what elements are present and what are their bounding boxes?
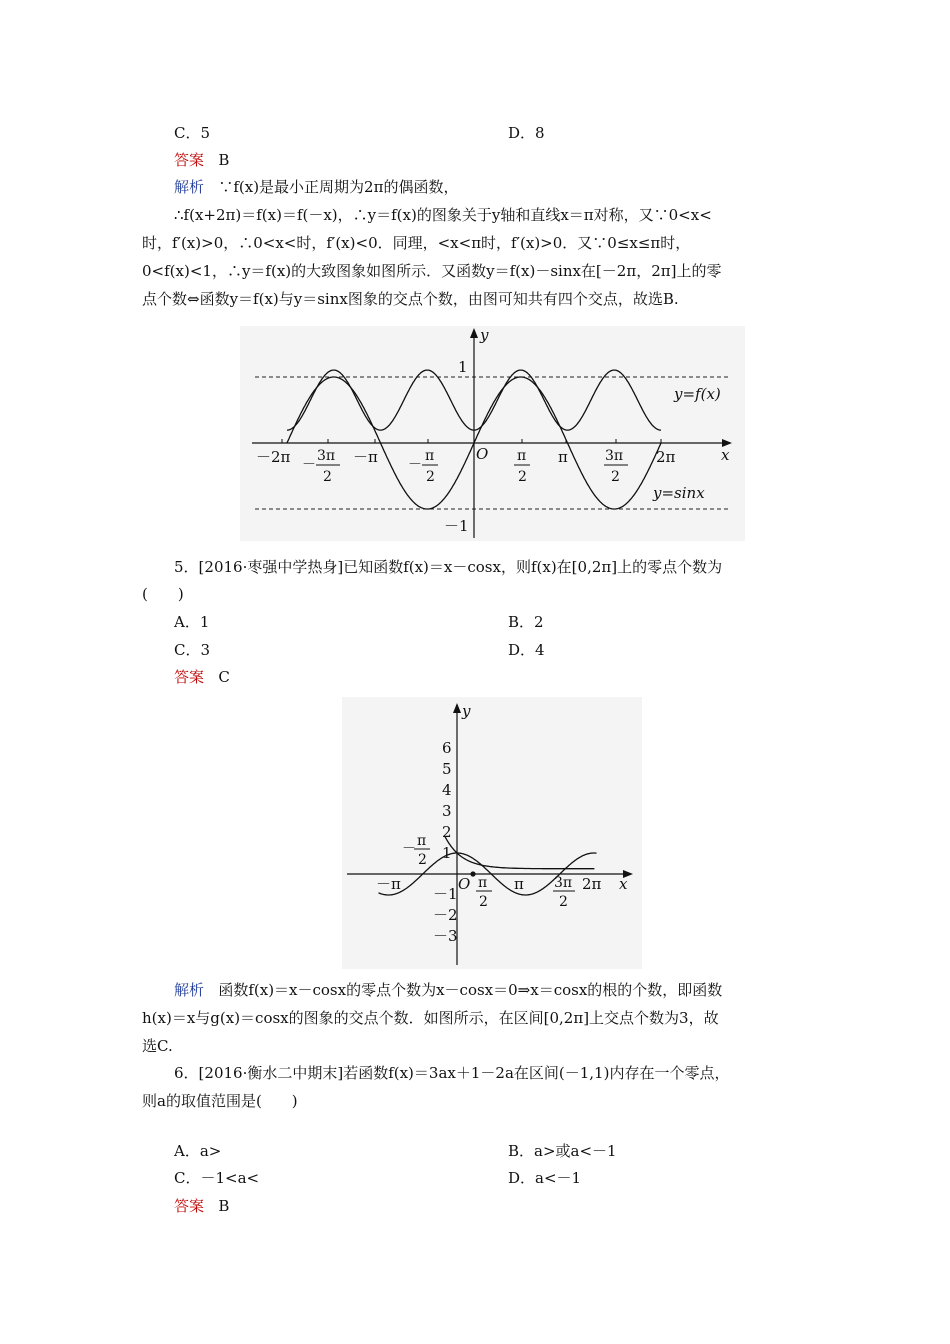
tick-label-negpi2-den: 2: [418, 852, 427, 868]
q5-option-b: B．2: [508, 613, 544, 631]
y-tick-4: 4: [442, 781, 452, 799]
q5-option-d: D．4: [508, 641, 545, 659]
tick-label-neg3pi2-sign: －: [302, 457, 316, 473]
tick-label-1: 1: [458, 358, 468, 376]
q4-analysis-line-2: ∴f(x+2π)＝f(x)＝f(－x)，∴y＝f(x)的图象关于y轴和直线x＝π对称，又∵0<x<: [174, 206, 712, 224]
figure-x-cosx: [342, 697, 642, 969]
q4-option-c: C．5: [174, 124, 211, 142]
figure-fx-sinx: [240, 326, 745, 541]
answer-label: 答案: [174, 668, 205, 686]
analysis-text: ∵f(x)是最小正周期为2π的偶函数，: [218, 178, 459, 196]
intersection-point: [470, 871, 475, 876]
y-tick-1: 1: [442, 844, 452, 862]
q4-option-d: D．8: [508, 124, 545, 142]
q6-option-c: C．－1<a<: [174, 1169, 260, 1187]
tick-label-negpi2-sign: －: [408, 457, 422, 473]
tick-label-3pi2-num: 3π: [554, 875, 573, 891]
tick-label-3pi2-num: 3π: [605, 448, 624, 464]
tick-label-pi2-num: π: [517, 448, 527, 464]
q4-analysis-line-3: 时，f′(x)>0，∴0<x<时，f′(x)<0．同理，<x<π时，f′(x)>0．又∵0≤x≤π时，: [142, 234, 691, 252]
y-tick-neg1: －1: [433, 885, 458, 903]
y-tick-neg3: －3: [433, 927, 458, 945]
y-tick-2: 2: [442, 823, 452, 841]
y-tick-6: 6: [442, 739, 452, 757]
analysis-label: 解析: [174, 981, 205, 999]
tick-label-negpi2-den: 2: [426, 469, 435, 485]
q5-option-a: A．1: [174, 613, 210, 631]
tick-label-negpi: －π: [353, 448, 378, 466]
tick-label-pi2-den: 2: [479, 894, 488, 910]
answer-label: 答案: [174, 1197, 205, 1215]
tick-label-2pi: 2π: [582, 875, 602, 893]
answer-value: B: [218, 151, 230, 169]
answer-value: C: [218, 668, 230, 686]
q4-answer: [174, 149, 229, 171]
q5-analysis-line-2: h(x)＝x与g(x)＝cosx的图象的交点个数．如图所示，在区间[0,2π]上交点个数为3，故: [142, 1009, 719, 1027]
tick-label-neg2pi: －2π: [256, 448, 291, 466]
tick-label-negpi2-num: π: [425, 448, 435, 464]
q4-analysis-line-4: 0<f(x)<1，∴y＝f(x)的大致图象如图所示．又函数y＝f(x)－sinx在[－2π，2π]上的零: [142, 262, 722, 280]
x-axis-label: x: [619, 875, 628, 893]
tick-label-2pi: 2π: [656, 448, 676, 466]
tick-label-negpi: －π: [376, 875, 401, 893]
answer-value: B: [218, 1197, 230, 1215]
origin-label: O: [458, 875, 471, 893]
legend-fx: y=f(x): [674, 385, 721, 403]
tick-label-negpi2-num: π: [417, 833, 427, 849]
analysis-text: 函数f(x)＝x－cosx的零点个数为x－cosx＝0⇒x＝cosx的根的个数，即函数: [218, 981, 723, 999]
tick-label-3pi2-den: 2: [559, 894, 568, 910]
y-axis-label: y: [462, 702, 471, 720]
q5-analysis-line-1: [174, 979, 722, 1001]
q5-answer: [174, 666, 230, 688]
analysis-label: 解析: [174, 178, 205, 196]
q6-stem-line-1: 6．[2016·衡水二中期末]若函数f(x)＝3ax＋1－2a在区间(－1,1)内存在一个零点，: [174, 1064, 730, 1082]
q6-option-b: B．a>或a<－1: [508, 1142, 617, 1160]
q6-option-d: D．a<－1: [508, 1169, 582, 1187]
figure-background: [342, 697, 642, 969]
q6-stem-line-2: 则a的取值范围是( ): [142, 1092, 298, 1110]
tick-label-pi2-num: π: [478, 875, 488, 891]
q5-stem-line-1: 5．[2016·枣强中学热身]已知函数f(x)＝x－cosx，则f(x)在[0,2π]上的零点个数为: [174, 558, 723, 576]
q5-stem-line-2: ( ): [142, 585, 184, 603]
tick-label-pi2-den: 2: [518, 469, 527, 485]
q6-answer: [174, 1195, 229, 1217]
tick-label-neg3pi2-num: 3π: [317, 448, 336, 464]
tick-label-pi: π: [514, 875, 524, 893]
tick-label-neg3pi2-den: 2: [323, 469, 332, 485]
answer-label: 答案: [174, 151, 205, 169]
q6-option-a: A．a>: [174, 1142, 222, 1160]
tick-label-neg1: －1: [444, 517, 469, 535]
y-tick-neg2: －2: [433, 906, 458, 924]
origin-label: O: [476, 445, 489, 463]
q4-analysis-line-1: [174, 176, 458, 198]
y-tick-5: 5: [442, 760, 452, 778]
tick-label-negpi2-sign: －: [402, 841, 416, 857]
q5-option-c: C．3: [174, 641, 211, 659]
q4-analysis-line-5: 点个数⇔函数y＝f(x)与y＝sinx图象的交点个数，由图可知共有四个交点，故选B.: [142, 290, 679, 308]
legend-sinx: y=sinx: [653, 484, 705, 502]
y-axis-label: y: [480, 326, 489, 344]
tick-label-3pi2-den: 2: [611, 469, 620, 485]
q5-analysis-line-3: 选C.: [142, 1037, 173, 1055]
tick-label-pi: π: [558, 448, 568, 466]
y-tick-3: 3: [442, 802, 452, 820]
x-axis-label: x: [721, 446, 730, 464]
